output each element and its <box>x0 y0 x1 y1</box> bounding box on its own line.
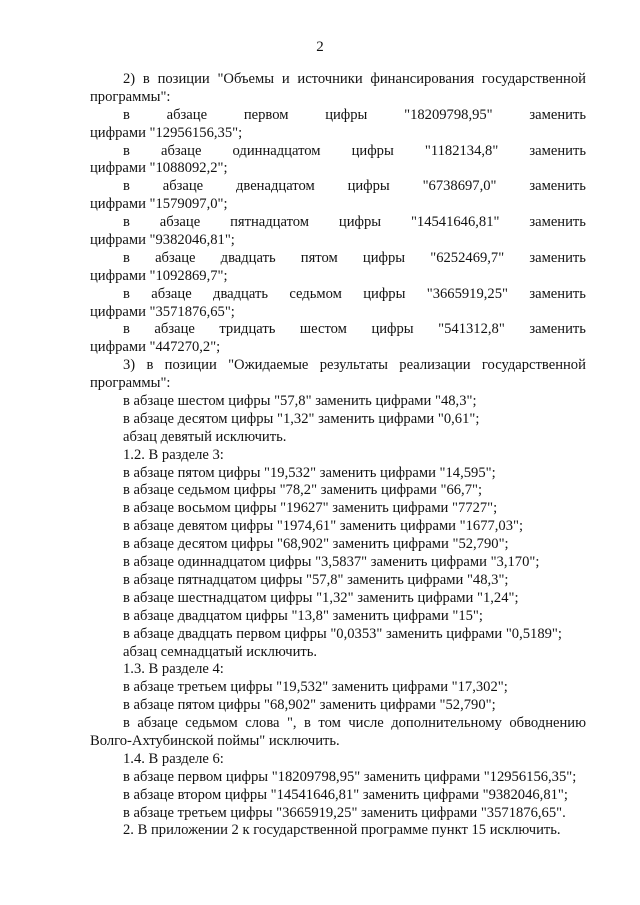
word: в <box>142 71 150 87</box>
word: "3665919,25" <box>426 285 508 302</box>
word: заменить <box>529 142 586 159</box>
word: цифры <box>325 106 368 123</box>
word: источники <box>297 71 363 87</box>
word: в <box>123 178 130 195</box>
text-line: 2. В приложении 2 к государственной программе пункт 15 исключить. <box>123 822 561 839</box>
word: "Ожидаемые <box>228 357 309 374</box>
text-line: в абзаце двадцатом цифры "13,8" заменить цифрами "15"; <box>123 607 483 624</box>
text-line: в абзаце девятом цифры "1974,61" заменить цифрами "1677,03"; <box>123 518 524 535</box>
text-line <box>90 286 586 304</box>
word: "6738697,0" <box>422 178 497 195</box>
word: в <box>123 715 130 732</box>
text-line: цифрами "447270,2"; <box>90 339 221 356</box>
text-line: абзац семнадцатый исключить. <box>123 643 318 660</box>
word: 3) <box>123 357 136 374</box>
word: "541312,8" <box>438 321 505 338</box>
word: и <box>281 71 290 87</box>
word: пятом <box>300 249 338 266</box>
text-line: в абзаце десятом цифры "68,902" заменить цифрами "52,790"; <box>123 536 509 553</box>
word: "1182134,8" <box>424 142 499 159</box>
word: абзаце <box>154 321 195 338</box>
word: заменить <box>529 106 586 123</box>
word: том <box>318 715 341 732</box>
word: позиции <box>157 71 210 87</box>
word: "Объемы <box>217 71 275 87</box>
text-line: цифрами "1579097,0"; <box>90 196 228 213</box>
word: цифры <box>371 321 414 338</box>
word: седьмом <box>289 285 342 302</box>
word: абзаце <box>151 285 192 302</box>
word: абзаце <box>137 715 178 732</box>
text-line: цифрами "12956156,35"; <box>90 124 243 141</box>
text-line: в абзаце втором цифры "14541646,81" заменить цифрами "9382046,81"; <box>123 786 568 803</box>
word: в <box>123 321 130 338</box>
text-line: цифрами "1088092,2"; <box>90 160 228 177</box>
text-line: в абзаце шестнадцатом цифры "1,32" заменить цифрами "1,24"; <box>123 589 519 606</box>
word: слова <box>245 715 280 732</box>
word: цифры <box>338 214 382 231</box>
text-line: в абзаце двадцать первом цифры "0,0353" заменить цифрами "0,5189"; <box>123 625 562 642</box>
text-line: программы": <box>90 375 171 392</box>
text-line: в абзаце десятом цифры "1,32" заменить цифрами "0,61"; <box>123 410 480 427</box>
word: числе <box>348 715 384 732</box>
text-line: 1.2. В разделе 3: <box>123 446 224 463</box>
word: в <box>304 715 311 732</box>
word: в <box>123 285 130 302</box>
word: двенадцатом <box>235 178 315 195</box>
text-line: в абзаце третьем цифры "3665919,25" заменить цифрами "3571876,65". <box>123 804 566 821</box>
word: результаты <box>319 357 388 374</box>
word: пятнадцатом <box>230 214 310 231</box>
word: заменить <box>529 321 586 338</box>
text-line: 1.4. В разделе 6: <box>123 750 224 767</box>
word: в <box>123 106 130 123</box>
text-line: 1.3. В разделе 4: <box>123 661 224 678</box>
word: ", <box>286 715 297 732</box>
word: "14541646,81" <box>410 214 500 231</box>
document-body <box>90 71 586 840</box>
page-number: 2 <box>316 39 324 55</box>
word: цифры <box>363 285 406 302</box>
word: одиннадцатом <box>232 142 321 159</box>
text-line: в абзаце шестом цифры "57,8" заменить цифрами "48,3"; <box>123 393 477 410</box>
word: шестом <box>299 321 347 338</box>
word: государственной <box>481 357 586 374</box>
word: абзаце <box>162 178 204 195</box>
word: абзаце <box>155 249 196 266</box>
word: в <box>123 214 130 231</box>
text-line <box>90 143 586 161</box>
word: седьмом <box>185 715 238 732</box>
text-line: в абзаце пятнадцатом цифры "57,8" заменить цифрами "48,3"; <box>123 571 509 588</box>
text-line: абзац девятый исключить. <box>123 428 287 445</box>
word: абзаце <box>166 106 208 123</box>
text-line: в абзаце пятом цифры "19,532" заменить цифрами "14,595"; <box>123 464 496 481</box>
text-line <box>90 178 586 196</box>
text-line: в абзаце пятом цифры "68,902" заменить цифрами "52,790"; <box>123 697 496 714</box>
word: цифры <box>351 142 394 159</box>
word: двадцать <box>213 285 268 302</box>
text-line: цифрами "3571876,65"; <box>90 303 235 320</box>
word: тридцать <box>219 321 276 338</box>
word: "18209798,95" <box>404 106 493 123</box>
text-line: в абзаце третьем цифры "19,532" заменить цифрами "17,302"; <box>123 679 508 696</box>
text-line <box>90 250 586 268</box>
text-line <box>90 71 586 89</box>
text-line <box>90 715 586 733</box>
word: в <box>146 357 154 374</box>
text-line: Волго-Ахтубинской поймы" исключить. <box>90 732 340 749</box>
word: в <box>123 142 130 159</box>
word: заменить <box>529 214 586 231</box>
text-line <box>90 107 586 125</box>
word: реализации <box>399 357 471 374</box>
word: цифры <box>347 178 390 195</box>
word: абзаце <box>159 214 201 231</box>
word: двадцать <box>220 249 276 266</box>
text-line <box>90 214 586 232</box>
text-line: в абзаце первом цифры "18209798,95" заменить цифрами "12956156,35"; <box>123 768 577 785</box>
word: заменить <box>529 249 586 266</box>
word: финансирования <box>370 71 475 87</box>
word: "6252469,7" <box>430 249 505 266</box>
word: позиции <box>164 357 217 374</box>
word: абзаце <box>161 142 202 159</box>
text-line <box>90 357 586 375</box>
text-line: в абзаце одиннадцатом цифры "3,5837" заменить цифрами "3,170"; <box>123 554 540 571</box>
text-line <box>90 321 586 339</box>
word: заменить <box>529 285 586 302</box>
word: обводнению <box>509 715 586 732</box>
word: цифры <box>362 249 406 266</box>
text-line: цифрами "1092869,7"; <box>90 267 228 284</box>
word: заменить <box>529 178 586 195</box>
word: 2) <box>123 71 136 87</box>
word: государственной <box>481 71 586 87</box>
text-line: программы": <box>90 88 171 105</box>
word: первом <box>243 106 289 123</box>
word: дополнительному <box>391 715 502 732</box>
text-line: цифрами "9382046,81"; <box>90 232 235 249</box>
text-line: в абзаце восьмом цифры "19627" заменить цифрами "7727"; <box>123 500 498 517</box>
text-line: в абзаце седьмом цифры "78,2" заменить цифрами "66,7"; <box>123 482 483 499</box>
word: в <box>123 249 130 266</box>
